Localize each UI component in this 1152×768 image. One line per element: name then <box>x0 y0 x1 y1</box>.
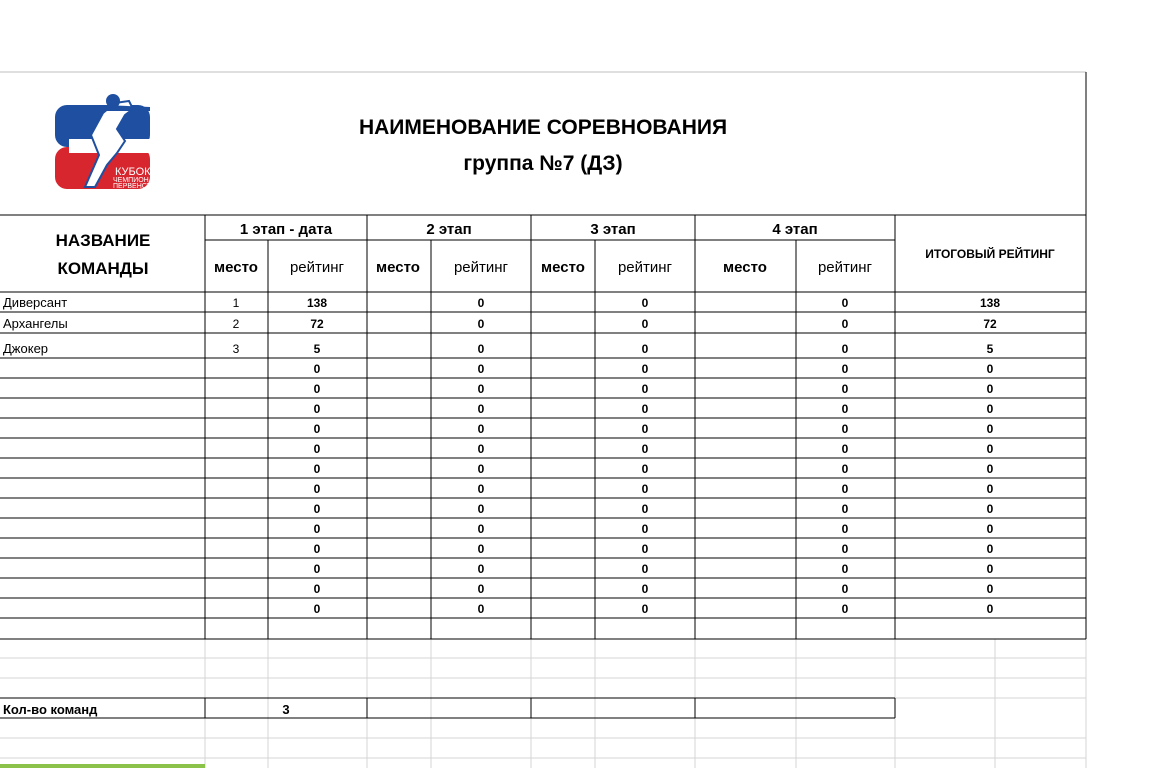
rating-cell: 0 <box>841 482 849 496</box>
total-rating-cell: 0 <box>986 502 994 516</box>
table-row <box>3 295 1000 310</box>
logo-helmet <box>106 94 120 108</box>
place-cell: 3 <box>232 342 240 356</box>
stage-3-rating-header: рейтинг <box>617 259 673 276</box>
total-rating-cell: 0 <box>986 482 994 496</box>
rating-cell: 0 <box>841 442 849 456</box>
rating-cell: 0 <box>641 382 649 396</box>
team-name-cell: Джокер <box>3 341 49 356</box>
table-row <box>314 402 994 416</box>
rating-cell: 0 <box>313 462 321 476</box>
total-rating-cell: 0 <box>986 602 994 616</box>
rating-cell: 0 <box>477 382 485 396</box>
rating-cell: 0 <box>841 402 849 416</box>
total-rating-cell: 0 <box>986 522 994 536</box>
rating-cell: 0 <box>841 542 849 556</box>
rating-cell: 0 <box>313 582 321 596</box>
rating-cell: 0 <box>841 462 849 476</box>
table-row <box>314 502 994 516</box>
rating-cell: 0 <box>477 442 485 456</box>
rating-cell: 0 <box>313 422 321 436</box>
rating-cell: 0 <box>641 562 649 576</box>
rating-cell: 0 <box>841 582 849 596</box>
stage-1-place-header: место <box>214 259 258 276</box>
logo-text-2: ЧЕМПИОНАТ <box>113 177 158 184</box>
rating-cell: 0 <box>641 462 649 476</box>
rating-cell: 0 <box>477 602 485 616</box>
rating-cell: 0 <box>841 382 849 396</box>
table-row <box>314 422 994 436</box>
rating-cell: 0 <box>477 296 485 310</box>
stage-1-rating-header: рейтинг <box>289 259 345 276</box>
stage-2-place-header: место <box>376 259 420 276</box>
total-rating-cell: 0 <box>986 442 994 456</box>
table-row <box>314 362 994 376</box>
rating-cell: 0 <box>841 602 849 616</box>
rating-cell: 0 <box>641 482 649 496</box>
table-row <box>314 562 994 576</box>
table-row <box>3 316 997 331</box>
total-rating-header: ИТОГОВЫЙ РЕЙТИНГ <box>925 247 1055 261</box>
rating-cell: 72 <box>310 317 324 331</box>
paintball-cup-logo <box>55 94 161 190</box>
table-row <box>314 442 994 456</box>
rating-cell: 0 <box>477 482 485 496</box>
rating-cell: 0 <box>641 362 649 376</box>
total-rating-cell: 0 <box>986 462 994 476</box>
rating-cell: 138 <box>306 296 328 310</box>
rating-cell: 0 <box>313 522 321 536</box>
rating-cell: 0 <box>477 362 485 376</box>
logo-text-1: КУБОК <box>115 166 151 178</box>
rating-cell: 0 <box>841 562 849 576</box>
total-rating-cell: 5 <box>986 342 994 356</box>
rating-cell: 0 <box>313 382 321 396</box>
team-header-line1: НАЗВАНИЕ <box>55 231 151 250</box>
table-row <box>314 582 994 596</box>
table-row <box>314 482 994 496</box>
table-row <box>314 602 994 616</box>
rating-cell: 0 <box>477 422 485 436</box>
rating-cell: 0 <box>841 317 849 331</box>
team-header-line2: КОМАНДЫ <box>57 259 149 278</box>
stage-1-header: 1 этап - дата <box>239 221 333 238</box>
rating-cell: 0 <box>641 402 649 416</box>
rating-cell: 0 <box>841 502 849 516</box>
place-cell: 2 <box>232 317 240 331</box>
stage-3-header: 3 этап <box>590 221 636 238</box>
stage-4-place-header: место <box>723 259 767 276</box>
rating-cell: 0 <box>313 362 321 376</box>
rating-cell: 0 <box>313 442 321 456</box>
total-rating-cell: 0 <box>986 582 994 596</box>
rating-cell: 0 <box>313 602 321 616</box>
table-row <box>314 522 994 536</box>
rating-cell: 0 <box>313 482 321 496</box>
rating-cell: 0 <box>477 342 485 356</box>
total-rating-cell: 0 <box>986 402 994 416</box>
team-count-label: Кол-во команд <box>3 702 98 717</box>
stage-4-rating-header: рейтинг <box>817 259 873 276</box>
rating-cell: 0 <box>841 296 849 310</box>
rating-cell: 0 <box>641 542 649 556</box>
rating-cell: 0 <box>641 582 649 596</box>
table-body <box>3 295 1000 616</box>
sheet-tab-indicator <box>0 764 205 768</box>
document-title: НАИМЕНОВАНИЕ СОРЕВНОВАНИЯ <box>358 116 728 139</box>
stage-3-place-header: место <box>541 259 585 276</box>
rating-cell: 0 <box>477 582 485 596</box>
rating-cell: 0 <box>477 522 485 536</box>
rating-cell: 0 <box>841 342 849 356</box>
logo-text-3: ПЕРВЕНСТВО <box>113 183 161 190</box>
stage-2-header: 2 этап <box>426 221 472 238</box>
rating-cell: 0 <box>477 402 485 416</box>
rating-cell: 0 <box>641 422 649 436</box>
total-rating-cell: 0 <box>986 382 994 396</box>
rating-cell: 0 <box>313 502 321 516</box>
rating-cell: 0 <box>477 542 485 556</box>
total-rating-cell: 72 <box>983 317 997 331</box>
rating-cell: 0 <box>313 402 321 416</box>
total-rating-cell: 0 <box>986 422 994 436</box>
rating-cell: 0 <box>841 522 849 536</box>
rating-cell: 0 <box>313 562 321 576</box>
total-rating-cell: 138 <box>979 296 1001 310</box>
table-row <box>314 462 994 476</box>
place-cell: 1 <box>232 296 240 310</box>
rating-cell: 0 <box>477 462 485 476</box>
rating-cell: 0 <box>313 542 321 556</box>
team-name-cell: Архангелы <box>3 316 68 331</box>
table-row <box>3 341 994 356</box>
rating-cell: 0 <box>641 296 649 310</box>
team-name-cell: Диверсант <box>3 295 68 310</box>
rating-cell: 0 <box>641 317 649 331</box>
document-subtitle: группа №7 (ДЗ) <box>463 152 623 175</box>
gridlines <box>0 639 1086 768</box>
rating-cell: 0 <box>641 502 649 516</box>
rating-cell: 0 <box>641 442 649 456</box>
total-rating-cell: 0 <box>986 562 994 576</box>
rating-cell: 0 <box>641 602 649 616</box>
stage-2-rating-header: рейтинг <box>453 259 509 276</box>
rating-cell: 0 <box>841 422 849 436</box>
rating-cell: 0 <box>477 502 485 516</box>
table-row <box>314 542 994 556</box>
rating-cell: 5 <box>313 342 321 356</box>
rating-cell: 0 <box>477 562 485 576</box>
total-rating-cell: 0 <box>986 362 994 376</box>
rating-cell: 0 <box>641 522 649 536</box>
rating-cell: 0 <box>641 342 649 356</box>
rating-cell: 0 <box>477 317 485 331</box>
total-rating-cell: 0 <box>986 542 994 556</box>
rating-cell: 0 <box>841 362 849 376</box>
table-row <box>314 382 994 396</box>
team-count-value: 3 <box>282 702 290 717</box>
stage-4-header: 4 этап <box>772 221 818 238</box>
